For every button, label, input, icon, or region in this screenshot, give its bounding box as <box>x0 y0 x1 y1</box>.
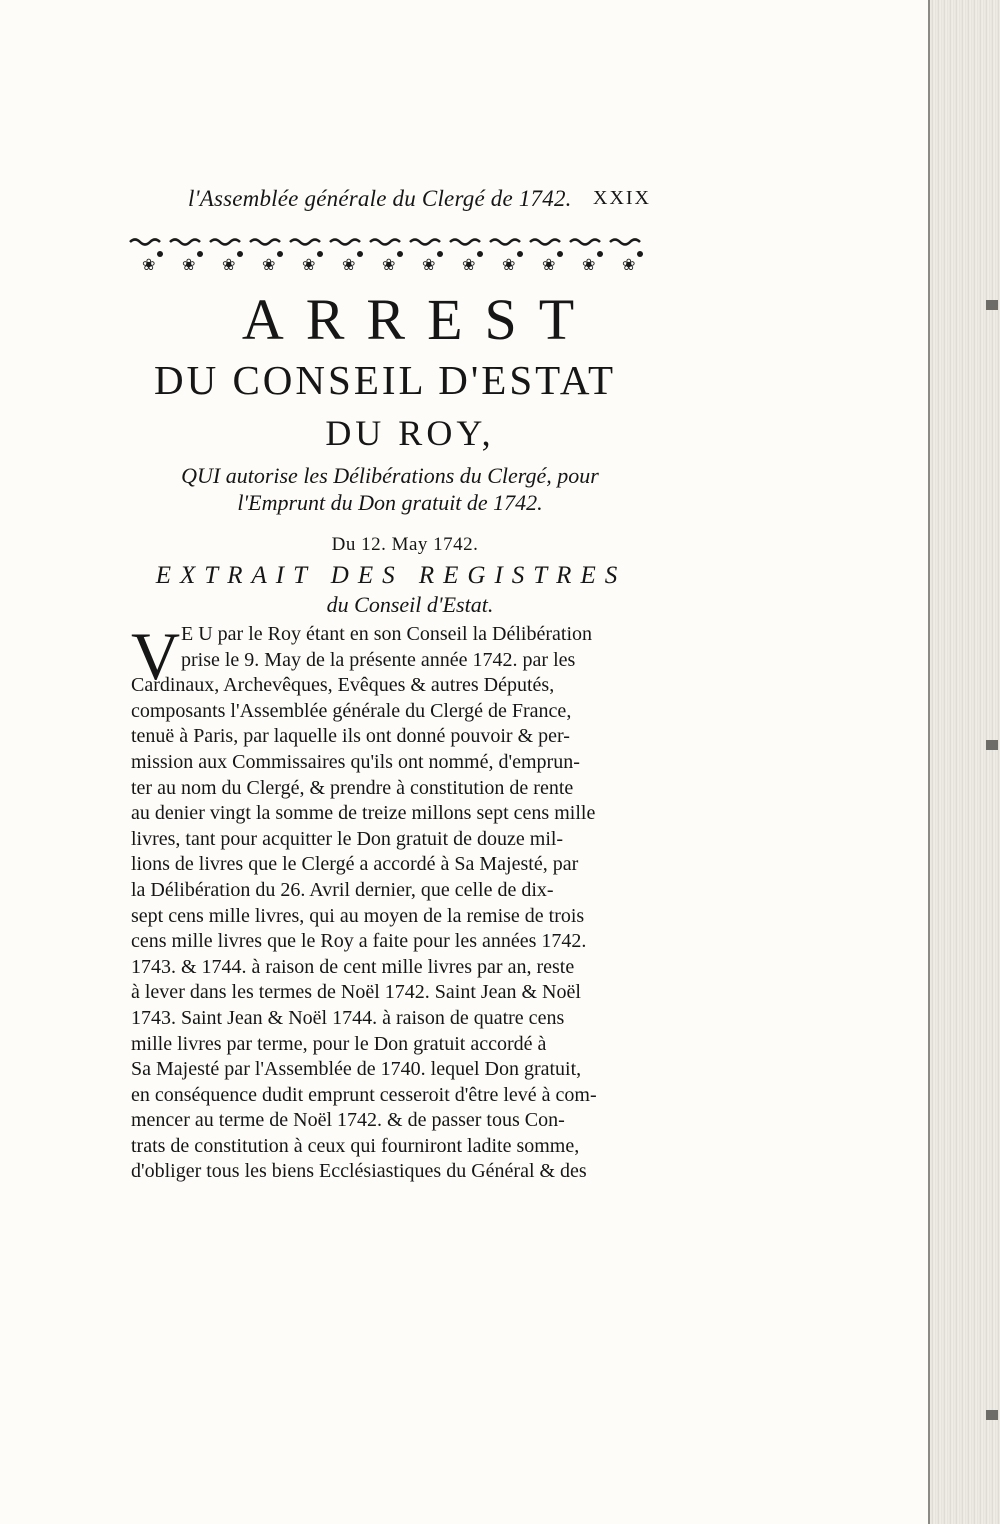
drop-cap: V <box>131 618 181 694</box>
body-text <box>131 618 671 1185</box>
ornament-flower: ❀ <box>582 255 596 274</box>
text-line: E U par le Roy étant en son Conseil la Délibération <box>181 623 593 645</box>
title-arrest: ARREST <box>241 287 597 352</box>
ornament-scroll <box>530 240 560 245</box>
ornament-dot <box>157 251 163 257</box>
subtitle-line: QUI autorise les Délibérations du Clergé, pour <box>181 463 599 488</box>
ornament-dot <box>397 251 403 257</box>
text-line: 1743. Saint Jean & Noël 1744. à raison de quatre cens <box>131 1006 565 1029</box>
running-head <box>150 182 655 216</box>
text-line: la Délibération du 26. Avril dernier, que celle de dix- <box>131 878 554 901</box>
ornament-dot <box>197 251 203 257</box>
text-line: sept cens mille livres, qui au moyen de la remise de trois <box>131 904 585 927</box>
extrait-subheading: du Conseil d'Estat. <box>326 592 494 617</box>
ornament-flower: ❀ <box>462 255 476 274</box>
ornament-flower: ❀ <box>422 255 436 274</box>
text-line: Cardinaux, Archevêques, Evêques & autres Députés, <box>131 674 555 697</box>
ornament-flower: ❀ <box>502 255 516 274</box>
text-line: 1743. & 1744. à raison de cent mille livres par an, reste <box>131 955 575 978</box>
text-line: mission aux Commissaires qu'ils ont nommé, d'emprun- <box>131 750 580 773</box>
text-line: ter au nom du Clergé, & prendre à constitution de rente <box>131 776 574 799</box>
ornament-flower: ❀ <box>182 255 196 274</box>
ornament-dot <box>557 251 563 257</box>
text-line: mencer au terme de Noël 1742. & de passer tous Con- <box>131 1109 565 1132</box>
text-line: cens mille livres que le Roy a faite pour les années 1742. <box>131 930 587 953</box>
ornament-scroll <box>610 240 640 245</box>
ornament-dot <box>357 251 363 257</box>
text-line: en conséquence dudit emprunt cesseroit d'être levé à com- <box>131 1083 597 1106</box>
ornament-flower: ❀ <box>302 255 316 274</box>
page-number: XXIX <box>593 187 651 209</box>
ornament-scroll <box>570 240 600 245</box>
ornament-scroll <box>290 240 320 245</box>
text-line: lions de livres que le Clergé a accordé à Sa Majesté, par <box>131 853 579 876</box>
ornament-flower: ❀ <box>542 255 556 274</box>
text-line: au denier vingt la somme de treize millons sept cens mille <box>131 802 596 825</box>
ornament-scroll <box>330 240 360 245</box>
text-line: prise le 9. May de la présente année 1742. par les <box>181 648 576 671</box>
ornament-scroll <box>130 240 160 245</box>
title-roy: DU ROY, <box>325 413 495 453</box>
ornament-scroll <box>170 240 200 245</box>
ornament-dot <box>317 251 323 257</box>
extrait-heading: EXTRAIT DES REGISTRES <box>155 562 627 589</box>
ornament-scroll <box>490 240 520 245</box>
fleuron-band-icon <box>120 236 650 276</box>
ornament-flower: ❀ <box>622 255 636 274</box>
ornament-flower: ❀ <box>342 255 356 274</box>
text-line: Sa Majesté par l'Assemblée de 1740. lequel Don gratuit, <box>131 1058 582 1081</box>
ornament-dot <box>637 251 643 257</box>
book-page-edge <box>928 0 1000 1524</box>
text-line: livres, tant pour acquitter le Don gratuit de douze mil- <box>131 827 564 850</box>
edge-mark <box>986 740 998 750</box>
ornament-scroll <box>410 240 440 245</box>
text-line: mille livres par terme, pour le Don gratuit accordé à <box>131 1032 547 1055</box>
ornament-dot <box>237 251 243 257</box>
ornament-scroll <box>210 240 240 245</box>
edge-mark <box>986 300 998 310</box>
ornament-flower: ❀ <box>142 255 156 274</box>
ornament-flower: ❀ <box>262 255 276 274</box>
subtitle-line: l'Emprunt du Don gratuit de 1742. <box>237 490 543 515</box>
subtitle <box>140 462 640 516</box>
text-line: composants l'Assemblée générale du Clergé de France, <box>131 699 572 722</box>
ornament-dot <box>517 251 523 257</box>
ornament-flower: ❀ <box>222 255 236 274</box>
ornament-dot <box>477 251 483 257</box>
text-line: trats de constitution à ceux qui fourniront ladite somme, <box>131 1134 580 1157</box>
title-conseil: DU CONSEIL D'ESTAT <box>153 357 617 403</box>
edge-mark <box>986 1410 998 1420</box>
ornament-dot <box>597 251 603 257</box>
date-line: Du 12. May 1742. <box>331 534 479 555</box>
text-line: à lever dans les termes de Noël 1742. Saint Jean & Noël <box>131 981 581 1004</box>
text-line: tenuë à Paris, par laquelle ils ont donné pouvoir & per- <box>131 725 570 748</box>
ornament-scroll <box>250 240 280 245</box>
text-line: d'obliger tous les biens Ecclésiastiques du Général & des <box>131 1160 587 1183</box>
ornament-dot <box>277 251 283 257</box>
ornament-scroll <box>450 240 480 245</box>
ornament-flower: ❀ <box>382 255 396 274</box>
ornament-scroll <box>370 240 400 245</box>
ornament-dot <box>437 251 443 257</box>
running-head-title: l'Assemblée générale du Clergé de 1742. <box>188 186 572 211</box>
